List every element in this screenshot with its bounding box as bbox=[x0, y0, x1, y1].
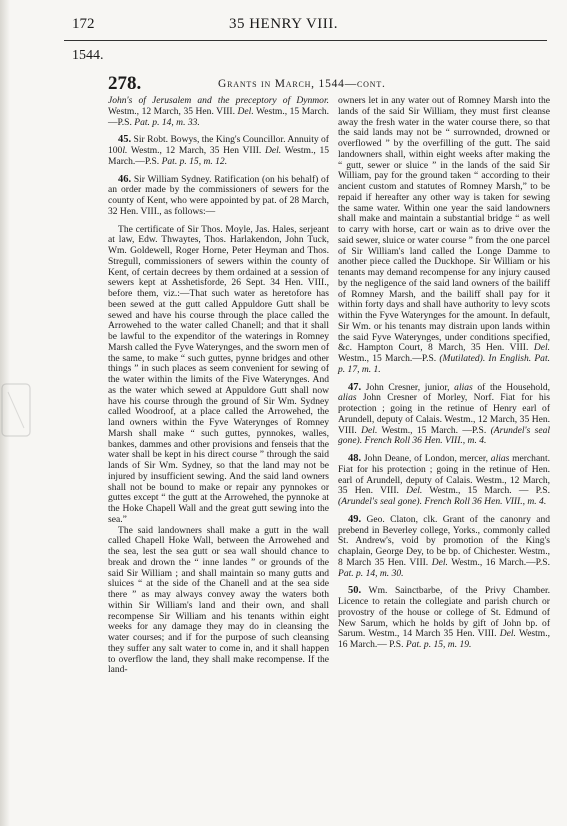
col1-paragraph: 46. Sir William Sydney. Ratification (on his behalf) of an order made by the commissioners of sewers for the county of Kent, who were appointed by pat. of 28 March, 32 Hen. VIII., as follows:— bbox=[108, 173, 329, 217]
col1-paragraph: John's of Jerusalem and the preceptory of Dynmor. Westm., 12 March, 35 Hen. VIII. Del. Westm., 15 March.—P.S. Pat. p. 14, m. 33. bbox=[108, 95, 329, 128]
library-stamp-watermark bbox=[0, 380, 34, 440]
page-header bbox=[0, 0, 567, 40]
calendar-entry-number: 278. bbox=[108, 73, 142, 94]
calendar-heading: Grants in March, 1544—cont. bbox=[218, 78, 386, 90]
col2-paragraph: 47. John Cresner, junior, alias of the Household, alias John Cresner of Morley, Norf. Fiat for his protection ; going in the retinue of Henry earl of Arundell, deputy of Calais. Westm., 12 March, 35 Hen. VIII. Del. Westm., 15 March. —P.S. (Arundel's seal gone). French Roll 36 Hen. VIII., m. 4. bbox=[338, 381, 550, 447]
page-number: 172 bbox=[72, 16, 95, 32]
right-text-column bbox=[338, 96, 550, 658]
col2-paragraph: owners let in any water out of Romney Marsh into the lands of the said Sir William, they must first cleanse away the fresh water in the water course there, so that the said lands may not be “ surrownded, drowned or overflowed ” by the overfilling of the gutt. The said landowners shall, within eight weeks after making the “ gutt, sewer or sluice ” in the lands of the said Sir William, pay for the ground taken “ according to their ancient custom and statutes of Romney Marsh,” to be repaid if hereafter any other way is taken for sewing the same water. Within one year the said landowners shall make and maintain a substantial bridge “ as well to carry with horse, cart or wain as to drive over the said sewer, sluice or water course ” from the one parcel of Sir William's land called the Longe Damme to another piece called the Duckhope. Sir William or his tenants may demand recompense for any injury caused by the negligence of the said land owners of the bailiff of Romney Marsh, and the bailiff shall pay for it within forty days and shall have authority to levy scots within the Fyve Waterynges for the amount. In default, Sir Wm. or his tenants may distrain upon lands within the said Fyve Waterynges, under conditions specified, &c. Hampton Court, 8 March, 35 Hen. VIII. Del. Westm., 15 March.—P.S. (Mutilated). In English. Pat. p. 17, m. 1. bbox=[338, 95, 550, 375]
col1-paragraph: The said landowners shall make a gutt in the wall called Chapell Hoke Wall, between the Arrowehed and the sea, lest the sea gutt or sea wall should chance to break and drown the “ inne landes ” or grounds of the said Sir William ; and shall maintain so many gutts and sluices “ at the side of the Chanell and at the sea side there ” as may always convey away the waters both within Sir William's land and their own, and shall recompense Sir William and his tenants within eight weeks for any damage they may do in cleansing the water courses; and if for the purpose of such cleansing they suffer any salt water to come in, and it shall happen to overflow the land, they shall make recompense. If the land- bbox=[108, 524, 329, 676]
margin-year: 1544. bbox=[72, 48, 104, 63]
left-text-column bbox=[108, 96, 329, 676]
col2-paragraph: 49. Geo. Claton, clk. Grant of the canonry and prebend in Beverley college, Yorks., commonly called St. Andrew's, void by promotion of the King's chaplain, George Dey, to be bp. of Chichester. Westm., 8 March 35 Hen. VIII. Del. Westm., 16 March.—P.S. Pat. p. 14, m. 30. bbox=[338, 513, 550, 579]
col1-paragraph: 45. Sir Robt. Bowys, the King's Councillor. Annuity of 100l. Westm., 12 March, 35 Hen VIII. Del. Westm., 15 March.—P.S. Pat. p. 15, m. 12. bbox=[108, 134, 329, 167]
header-rule bbox=[64, 40, 547, 41]
col2-paragraph: 48. John Deane, of London, mercer, alias merchant. Fiat for his protection ; going in the retinue of Hen. earl of Arundell, deputy of Calais. Westm., 12 March, 35 Hen. VIII. Del. Westm., 15 March. — P.S. (Arundel's seal gone). French Roll 36 Hen. VIII., m. 4. bbox=[338, 453, 550, 507]
running-title: 35 HENRY VIII. bbox=[228, 16, 339, 32]
col1-paragraph: The certificate of Sir Thos. Moyle, Jas. Hales, serjeant at law, Edw. Thwaytes, Thos. Harlakendon, John Tuck, Wm. Goldewell, Roger Horne, Peter Heyman and Thos. Stregull, commissioners of sewers within the county of Kent, of certain decrees by them ordained at a session of sewers kept at Asshetisforde, 26 Sept. 34 Hen. VIII., before them, viz.:—That such water as heretofore has been sewed at the gutt called Appuldore Gutt shall be sewed and have his course through the place called the Arrowehed to the water called Chanell; and that it shall be lawful to the expenditor of the waterings in Romney Marsh called the Fyve Waterynges, and the sworn men of the same, to make “ such guttes, pynne bridges and other things ” in such places as seem convenient for sewing of the water within the limits of the Five Waterynges. And as the water which sewed at Appuldore Gutt shall now have his course through the ground of Sir Wm. Sydney called Woodroof, at a place called the Arrowehed, the land owners within the Fyve Waterynges of Romney Marsh shall make “ such guttes, pynnokes, walles, bankes, dammes and other provisions and fenseis that the water shall be kept in his direct course ” through the said lands of Sir Wm. Sydney, so that the land may not be injured by insufficient sewing. And the said land owners shall not be bound to make or repair any pynnokes or guttes except “ the gutt at the Arrowehed, the pynnoke at the Hoke Chapell Wall and the great gutt sewing into the sea.” bbox=[108, 223, 329, 525]
col2-paragraph: 50. Wm. Sainctbarbe, of the Privy Chamber. Licence to retain the collegiate and parish church or provostry of the house or college of St. Edmund of New Sarum, which he holds by gift of John bp. of Sarum. Westm., 14 March 35 Hen. VIII. Del. Westm., 16 March.— P.S. Pat. p. 15, m. 19. bbox=[338, 585, 550, 650]
